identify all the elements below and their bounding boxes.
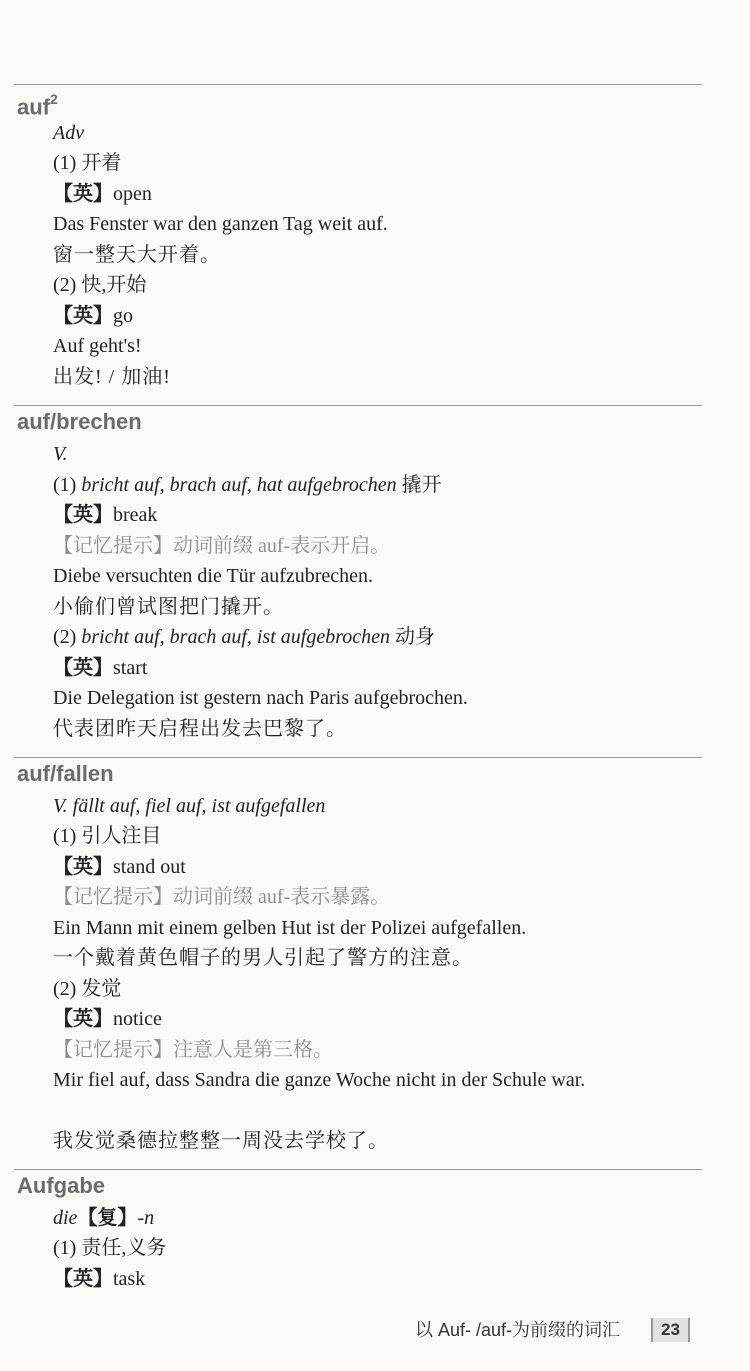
example-translation: 我发觉桑德拉整整一周没去学校了。 <box>53 1130 389 1152</box>
english-gloss: 【英】start <box>53 657 148 679</box>
sense-label: (1) 开着 <box>53 152 122 174</box>
part-of-speech: V. <box>53 443 68 465</box>
english-gloss: 【英】open <box>53 183 152 205</box>
headword: Aufgabe <box>17 1173 105 1198</box>
memory-hint: 【记忆提示】注意人是第三格。 <box>53 1039 333 1061</box>
example-sentence: Mir fiel auf, dass Sandra die ganze Woche nicht in der Schule war. <box>53 1069 586 1091</box>
entry-divider <box>14 405 702 406</box>
sense-label: (2) 发觉 <box>53 978 122 1000</box>
example-sentence: Auf geht's! <box>53 335 142 357</box>
sense-label: (1) 责任,义务 <box>53 1237 167 1259</box>
example-translation: 出发! / 加油! <box>53 366 171 388</box>
entry-divider <box>14 757 702 758</box>
memory-hint: 【记忆提示】动词前缀 auf-表示暴露。 <box>53 886 391 908</box>
english-gloss: 【英】notice <box>53 1008 162 1030</box>
headword: auf/fallen <box>17 761 114 786</box>
grammar-info: die【复】-n <box>53 1207 155 1229</box>
sense-label: (2) 快,开始 <box>53 274 147 296</box>
example-sentence: Das Fenster war den ganzen Tag weit auf. <box>53 213 388 235</box>
english-gloss: 【英】stand out <box>53 856 186 878</box>
memory-hint: 【记忆提示】动词前缀 auf-表示开启。 <box>53 535 391 557</box>
example-sentence: Ein Mann mit einem gelben Hut ist der Polizei aufgefallen. <box>53 917 527 939</box>
sense-label: (2) bricht auf, brach auf, ist aufgebrochen 动身 <box>53 626 435 648</box>
example-translation: 一个戴着黄色帽子的男人引起了警方的注意。 <box>53 947 473 969</box>
example-sentence: Die Delegation ist gestern nach Paris aufgebrochen. <box>53 687 468 709</box>
example-translation: 小偷们曾试图把门撬开。 <box>53 596 284 618</box>
running-title: 以 Auf- /auf-为前缀的词汇 <box>415 1320 621 1340</box>
entry-divider <box>14 1169 702 1170</box>
sense-label: (1) 引人注目 <box>53 825 162 847</box>
page-number: 23 <box>651 1318 690 1342</box>
sense-label: (1) bricht auf, brach auf, hat aufgebrochen 撬开 <box>53 474 442 496</box>
example-sentence: Diebe versuchten die Tür aufzubrechen. <box>53 565 374 587</box>
part-of-speech: V. fällt auf, fiel auf, ist aufgefallen <box>53 795 326 817</box>
example-translation: 代表团昨天启程出发去巴黎了。 <box>53 718 347 740</box>
entry-divider <box>14 84 702 85</box>
headword: auf/brechen <box>17 409 142 434</box>
english-gloss: 【英】task <box>53 1268 146 1290</box>
part-of-speech: Adv <box>53 122 85 144</box>
english-gloss: 【英】go <box>53 305 133 327</box>
headword: auf$^2$ <box>17 91 58 120</box>
english-gloss: 【英】break <box>53 504 158 526</box>
example-translation: 窗一整天大开着。 <box>53 244 221 266</box>
